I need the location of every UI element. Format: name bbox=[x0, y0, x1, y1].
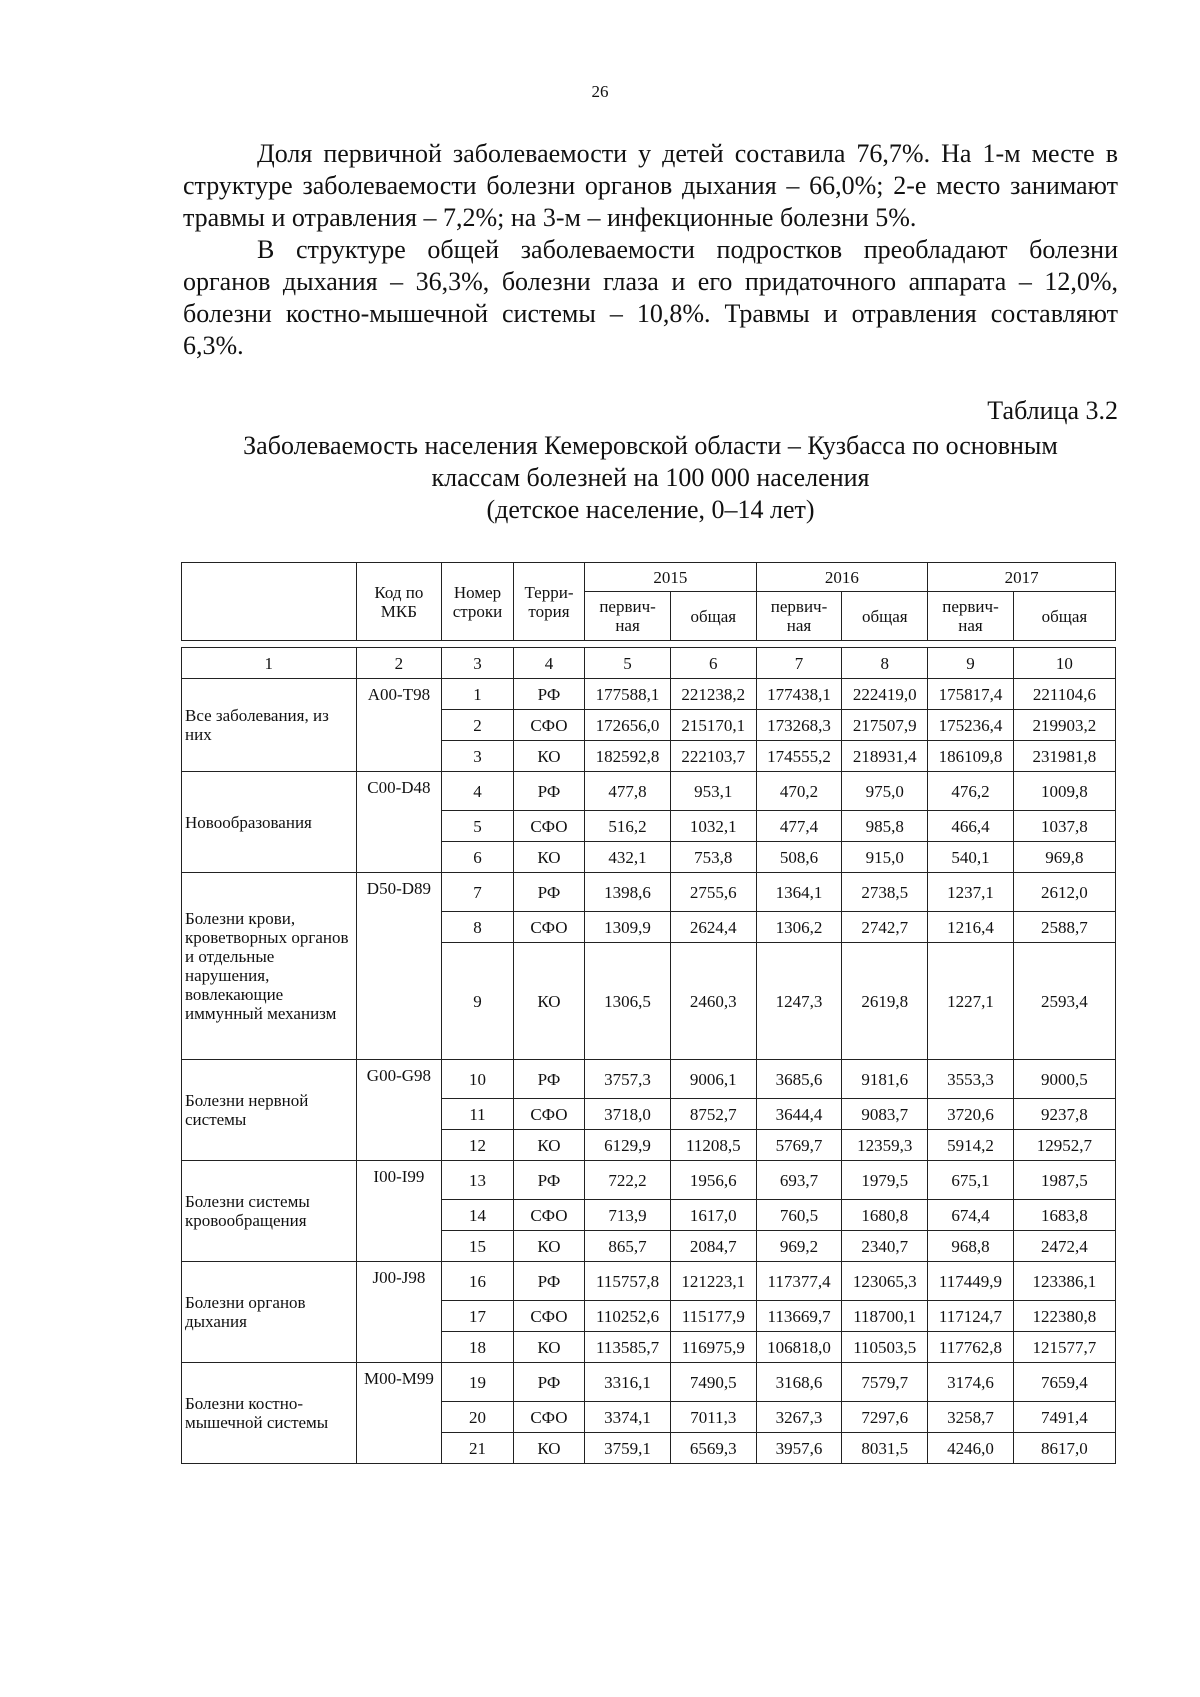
column-number-row bbox=[182, 648, 1116, 679]
value-cell: 7490,5 bbox=[670, 1363, 756, 1402]
row-number: 18 bbox=[442, 1332, 513, 1363]
value-cell: 215170,1 bbox=[670, 710, 756, 741]
value-cell: 4246,0 bbox=[928, 1433, 1014, 1464]
icd-code: M00-M99 bbox=[356, 1363, 442, 1464]
value-cell: 3374,1 bbox=[585, 1402, 671, 1433]
value-cell: 1227,1 bbox=[928, 943, 1014, 1060]
value-cell: 113669,7 bbox=[756, 1301, 842, 1332]
gap-cell bbox=[182, 641, 1116, 648]
table-title bbox=[183, 430, 1118, 526]
value-cell: 760,5 bbox=[756, 1200, 842, 1231]
column-number: 8 bbox=[842, 648, 928, 679]
value-cell: 117762,8 bbox=[928, 1332, 1014, 1363]
disease-class: Болезни костно-мышечной системы bbox=[182, 1363, 357, 1464]
territory: КО bbox=[513, 842, 584, 873]
value-cell: 2340,7 bbox=[842, 1231, 928, 1262]
value-cell: 219903,2 bbox=[1013, 710, 1115, 741]
value-cell: 969,8 bbox=[1013, 842, 1115, 873]
value-cell: 122380,8 bbox=[1013, 1301, 1115, 1332]
header-year: 2015 bbox=[585, 563, 756, 592]
value-cell: 2624,4 bbox=[670, 912, 756, 943]
value-cell: 177588,1 bbox=[585, 679, 671, 710]
disease-class: Новообразования bbox=[182, 772, 357, 873]
table-row bbox=[182, 1262, 1116, 1301]
row-number: 11 bbox=[442, 1099, 513, 1130]
table-row bbox=[182, 772, 1116, 811]
column-number: 4 bbox=[513, 648, 584, 679]
value-cell: 121223,1 bbox=[670, 1262, 756, 1301]
value-cell: 1364,1 bbox=[756, 873, 842, 912]
value-cell: 222103,7 bbox=[670, 741, 756, 772]
value-cell: 218931,4 bbox=[842, 741, 928, 772]
value-cell: 115177,9 bbox=[670, 1301, 756, 1332]
value-cell: 172656,0 bbox=[585, 710, 671, 741]
value-cell: 2755,6 bbox=[670, 873, 756, 912]
value-cell: 6129,9 bbox=[585, 1130, 671, 1161]
value-cell: 7011,3 bbox=[670, 1402, 756, 1433]
value-cell: 106818,0 bbox=[756, 1332, 842, 1363]
value-cell: 470,2 bbox=[756, 772, 842, 811]
value-cell: 508,6 bbox=[756, 842, 842, 873]
territory: РФ bbox=[513, 1060, 584, 1099]
paragraph-children: Доля первичной заболеваемости у детей составила 76,7%. На 1-м месте в структуре заболеваемости болезни органов дыхания – 66,0%; 2-е место занимают травмы и отравления – 7,2%; на 3-м – инфекционные болезни 5%. bbox=[183, 139, 1118, 232]
value-cell: 1683,8 bbox=[1013, 1200, 1115, 1231]
value-cell: 722,2 bbox=[585, 1161, 671, 1200]
header-total: общая bbox=[842, 592, 928, 641]
row-number: 16 bbox=[442, 1262, 513, 1301]
value-cell: 975,0 bbox=[842, 772, 928, 811]
value-cell: 3757,3 bbox=[585, 1060, 671, 1099]
column-number: 2 bbox=[356, 648, 442, 679]
territory: СФО bbox=[513, 912, 584, 943]
value-cell: 9006,1 bbox=[670, 1060, 756, 1099]
value-cell: 1237,1 bbox=[928, 873, 1014, 912]
header-total: общая bbox=[1013, 592, 1115, 641]
value-cell: 110503,5 bbox=[842, 1332, 928, 1363]
table-title-line: (детское население, 0–14 лет) bbox=[486, 495, 815, 524]
value-cell: 2084,7 bbox=[670, 1231, 756, 1262]
value-cell: 466,4 bbox=[928, 811, 1014, 842]
value-cell: 5914,2 bbox=[928, 1130, 1014, 1161]
territory: СФО bbox=[513, 1099, 584, 1130]
value-cell: 1398,6 bbox=[585, 873, 671, 912]
row-number: 19 bbox=[442, 1363, 513, 1402]
table-row bbox=[182, 873, 1116, 912]
column-number: 3 bbox=[442, 648, 513, 679]
column-number: 7 bbox=[756, 648, 842, 679]
value-cell: 182592,8 bbox=[585, 741, 671, 772]
value-cell: 674,4 bbox=[928, 1200, 1014, 1231]
column-number: 6 bbox=[670, 648, 756, 679]
value-cell: 110252,6 bbox=[585, 1301, 671, 1332]
value-cell: 516,2 bbox=[585, 811, 671, 842]
value-cell: 1306,2 bbox=[756, 912, 842, 943]
column-number: 9 bbox=[928, 648, 1014, 679]
territory: РФ bbox=[513, 679, 584, 710]
icd-code: C00-D48 bbox=[356, 772, 442, 873]
value-cell: 121577,7 bbox=[1013, 1332, 1115, 1363]
row-number: 2 bbox=[442, 710, 513, 741]
territory: СФО bbox=[513, 710, 584, 741]
value-cell: 865,7 bbox=[585, 1231, 671, 1262]
value-cell: 477,4 bbox=[756, 811, 842, 842]
header-code: Код по МКБ bbox=[356, 563, 442, 641]
value-cell: 2742,7 bbox=[842, 912, 928, 943]
row-number: 12 bbox=[442, 1130, 513, 1161]
territory: СФО bbox=[513, 1301, 584, 1332]
territory: РФ bbox=[513, 772, 584, 811]
header-primary: первич-ная bbox=[928, 592, 1014, 641]
value-cell: 221238,2 bbox=[670, 679, 756, 710]
value-cell: 3316,1 bbox=[585, 1363, 671, 1402]
value-cell: 968,8 bbox=[928, 1231, 1014, 1262]
paragraph-adolescents: В структуре общей заболеваемости подростков преобладают болезни органов дыхания – 36,3%, болезни глаза и его придаточного аппарата – 12,0%, болезни костно-мышечной системы – 10,8%. Травмы и отравления составляют 6,3%. bbox=[183, 235, 1118, 360]
page-number: 26 bbox=[591, 82, 609, 101]
value-cell: 1306,5 bbox=[585, 943, 671, 1060]
value-cell: 116975,9 bbox=[670, 1332, 756, 1363]
morbidity-table bbox=[181, 562, 1116, 1464]
value-cell: 7659,4 bbox=[1013, 1363, 1115, 1402]
territory: РФ bbox=[513, 1363, 584, 1402]
disease-class: Все заболевания, из них bbox=[182, 679, 357, 772]
value-cell: 3553,3 bbox=[928, 1060, 1014, 1099]
value-cell: 12952,7 bbox=[1013, 1130, 1115, 1161]
value-cell: 1956,6 bbox=[670, 1161, 756, 1200]
table-row bbox=[182, 1363, 1116, 1402]
icd-code: I00-I99 bbox=[356, 1161, 442, 1262]
icd-code: G00-G98 bbox=[356, 1060, 442, 1161]
territory: СФО bbox=[513, 1402, 584, 1433]
value-cell: 9181,6 bbox=[842, 1060, 928, 1099]
value-cell: 11208,5 bbox=[670, 1130, 756, 1161]
table-title-line: Заболеваемость населения Кемеровской области – Кузбасса по основным bbox=[243, 431, 1058, 460]
territory: КО bbox=[513, 741, 584, 772]
value-cell: 540,1 bbox=[928, 842, 1014, 873]
disease-class: Болезни нервной системы bbox=[182, 1060, 357, 1161]
value-cell: 3720,6 bbox=[928, 1099, 1014, 1130]
value-cell: 1009,8 bbox=[1013, 772, 1115, 811]
value-cell: 8031,5 bbox=[842, 1433, 928, 1464]
value-cell: 117377,4 bbox=[756, 1262, 842, 1301]
territory: КО bbox=[513, 1130, 584, 1161]
table-row bbox=[182, 1161, 1116, 1200]
territory: КО bbox=[513, 943, 584, 1060]
value-cell: 3174,6 bbox=[928, 1363, 1014, 1402]
value-cell: 9000,5 bbox=[1013, 1060, 1115, 1099]
header-class-cell bbox=[182, 563, 357, 641]
value-cell: 6569,3 bbox=[670, 1433, 756, 1464]
territory: КО bbox=[513, 1332, 584, 1363]
value-cell: 2619,8 bbox=[842, 943, 928, 1060]
value-cell: 186109,8 bbox=[928, 741, 1014, 772]
value-cell: 7579,7 bbox=[842, 1363, 928, 1402]
value-cell: 985,8 bbox=[842, 811, 928, 842]
row-number: 14 bbox=[442, 1200, 513, 1231]
value-cell: 113585,7 bbox=[585, 1332, 671, 1363]
value-cell: 9237,8 bbox=[1013, 1099, 1115, 1130]
disease-class: Болезни системы кровообращения bbox=[182, 1161, 357, 1262]
row-number: 20 bbox=[442, 1402, 513, 1433]
value-cell: 231981,8 bbox=[1013, 741, 1115, 772]
icd-code: A00-T98 bbox=[356, 679, 442, 772]
value-cell: 8617,0 bbox=[1013, 1433, 1115, 1464]
value-cell: 953,1 bbox=[670, 772, 756, 811]
value-cell: 3258,7 bbox=[928, 1402, 1014, 1433]
disease-class: Болезни крови, кроветворных органов и отдельные нарушения, вовлекающие иммунный механизм bbox=[182, 873, 357, 1060]
header-primary: первич-ная bbox=[585, 592, 671, 641]
header-year: 2017 bbox=[928, 563, 1116, 592]
value-cell: 476,2 bbox=[928, 772, 1014, 811]
value-cell: 12359,3 bbox=[842, 1130, 928, 1161]
row-number: 15 bbox=[442, 1231, 513, 1262]
value-cell: 1309,9 bbox=[585, 912, 671, 943]
value-cell: 177438,1 bbox=[756, 679, 842, 710]
value-cell: 3644,4 bbox=[756, 1099, 842, 1130]
value-cell: 675,1 bbox=[928, 1161, 1014, 1200]
row-number: 9 bbox=[442, 943, 513, 1060]
value-cell: 3957,6 bbox=[756, 1433, 842, 1464]
territory: СФО bbox=[513, 811, 584, 842]
value-cell: 1987,5 bbox=[1013, 1161, 1115, 1200]
value-cell: 175817,4 bbox=[928, 679, 1014, 710]
value-cell: 117449,9 bbox=[928, 1262, 1014, 1301]
header-row-number: Номер строки bbox=[442, 563, 513, 641]
disease-class: Болезни органов дыхания bbox=[182, 1262, 357, 1363]
value-cell: 1032,1 bbox=[670, 811, 756, 842]
value-cell: 8752,7 bbox=[670, 1099, 756, 1130]
value-cell: 123386,1 bbox=[1013, 1262, 1115, 1301]
value-cell: 118700,1 bbox=[842, 1301, 928, 1332]
header-gap bbox=[182, 641, 1116, 648]
value-cell: 222419,0 bbox=[842, 679, 928, 710]
value-cell: 477,8 bbox=[585, 772, 671, 811]
row-number: 3 bbox=[442, 741, 513, 772]
territory: РФ bbox=[513, 1161, 584, 1200]
value-cell: 3267,3 bbox=[756, 1402, 842, 1433]
value-cell: 3759,1 bbox=[585, 1433, 671, 1464]
value-cell: 173268,3 bbox=[756, 710, 842, 741]
value-cell: 5769,7 bbox=[756, 1130, 842, 1161]
territory: РФ bbox=[513, 873, 584, 912]
value-cell: 2460,3 bbox=[670, 943, 756, 1060]
table-row bbox=[182, 1060, 1116, 1099]
value-cell: 2588,7 bbox=[1013, 912, 1115, 943]
territory: КО bbox=[513, 1433, 584, 1464]
column-number: 5 bbox=[585, 648, 671, 679]
value-cell: 7297,6 bbox=[842, 1402, 928, 1433]
value-cell: 217507,9 bbox=[842, 710, 928, 741]
row-number: 5 bbox=[442, 811, 513, 842]
territory: СФО bbox=[513, 1200, 584, 1231]
header-total: общая bbox=[670, 592, 756, 641]
value-cell: 1037,8 bbox=[1013, 811, 1115, 842]
table-header-row bbox=[182, 563, 1116, 592]
column-number: 10 bbox=[1013, 648, 1115, 679]
value-cell: 221104,6 bbox=[1013, 679, 1115, 710]
value-cell: 1680,8 bbox=[842, 1200, 928, 1231]
row-number: 10 bbox=[442, 1060, 513, 1099]
row-number: 1 bbox=[442, 679, 513, 710]
value-cell: 3168,6 bbox=[756, 1363, 842, 1402]
territory: РФ bbox=[513, 1262, 584, 1301]
value-cell: 753,8 bbox=[670, 842, 756, 873]
value-cell: 432,1 bbox=[585, 842, 671, 873]
row-number: 13 bbox=[442, 1161, 513, 1200]
value-cell: 9083,7 bbox=[842, 1099, 928, 1130]
value-cell: 693,7 bbox=[756, 1161, 842, 1200]
row-number: 8 bbox=[442, 912, 513, 943]
row-number: 6 bbox=[442, 842, 513, 873]
value-cell: 2472,4 bbox=[1013, 1231, 1115, 1262]
value-cell: 3718,0 bbox=[585, 1099, 671, 1130]
table-label: Таблица 3.2 bbox=[987, 396, 1118, 425]
body-text bbox=[183, 138, 1118, 362]
value-cell: 1617,0 bbox=[670, 1200, 756, 1231]
value-cell: 713,9 bbox=[585, 1200, 671, 1231]
territory: КО bbox=[513, 1231, 584, 1262]
value-cell: 117124,7 bbox=[928, 1301, 1014, 1332]
value-cell: 2593,4 bbox=[1013, 943, 1115, 1060]
icd-code: D50-D89 bbox=[356, 873, 442, 1060]
value-cell: 123065,3 bbox=[842, 1262, 928, 1301]
value-cell: 969,2 bbox=[756, 1231, 842, 1262]
value-cell: 7491,4 bbox=[1013, 1402, 1115, 1433]
column-number: 1 bbox=[182, 648, 357, 679]
value-cell: 915,0 bbox=[842, 842, 928, 873]
value-cell: 175236,4 bbox=[928, 710, 1014, 741]
header-territory: Терри-тория bbox=[513, 563, 584, 641]
value-cell: 115757,8 bbox=[585, 1262, 671, 1301]
row-number: 4 bbox=[442, 772, 513, 811]
row-number: 17 bbox=[442, 1301, 513, 1332]
value-cell: 3685,6 bbox=[756, 1060, 842, 1099]
value-cell: 2738,5 bbox=[842, 873, 928, 912]
table-row bbox=[182, 679, 1116, 710]
icd-code: J00-J98 bbox=[356, 1262, 442, 1363]
value-cell: 174555,2 bbox=[756, 741, 842, 772]
value-cell: 1979,5 bbox=[842, 1161, 928, 1200]
header-year: 2016 bbox=[756, 563, 927, 592]
row-number: 7 bbox=[442, 873, 513, 912]
value-cell: 1247,3 bbox=[756, 943, 842, 1060]
value-cell: 1216,4 bbox=[928, 912, 1014, 943]
value-cell: 2612,0 bbox=[1013, 873, 1115, 912]
header-primary: первич-ная bbox=[756, 592, 842, 641]
row-number: 21 bbox=[442, 1433, 513, 1464]
table-title-line: классам болезней на 100 000 населения bbox=[431, 463, 870, 492]
